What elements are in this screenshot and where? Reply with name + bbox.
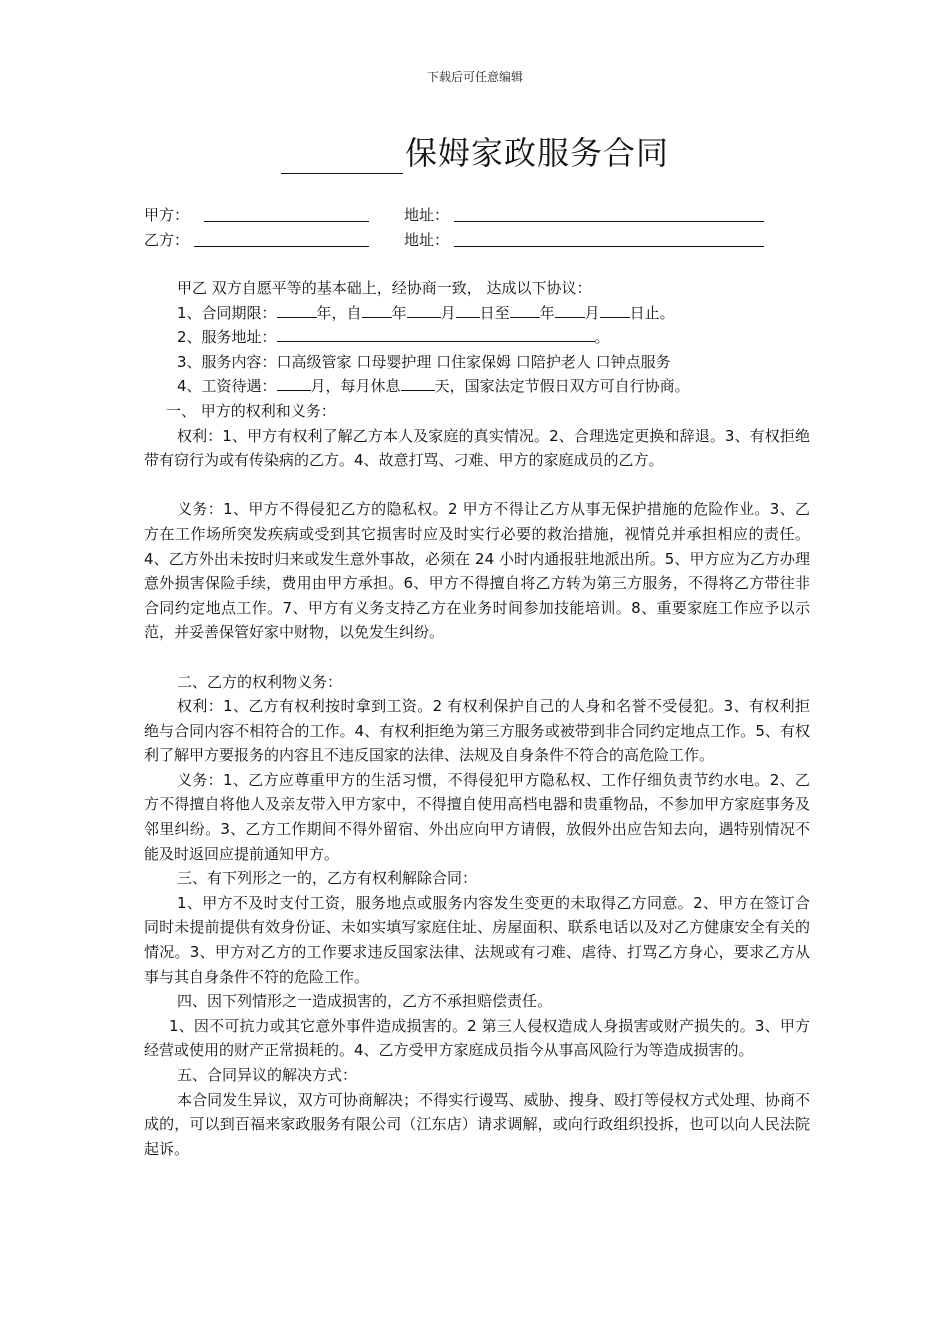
term-clause [144, 301, 810, 326]
wage-end: 天，国家法定节假日双方可自行协商。 [434, 377, 690, 396]
wage-clause [144, 374, 810, 399]
spacer [144, 473, 810, 498]
intro-paragraph: 甲乙 双方自愿平等的基本础上，经协商一致， 达成以下协议： [177, 279, 592, 297]
section-1-rights: 权利：1、甲方有权利了解乙方本人及家庭的真实情况。2、合理选定更换和辞退。3、有权拒绝带有窃行为或有传染病的乙方。4、故意打骂、刁难、甲方的家庭成员的乙方。 [144, 426, 810, 470]
term-month1: 月 [440, 303, 456, 322]
service-address-clause [144, 325, 810, 350]
section-2-rights: 权利：1、乙方有权利按时拿到工资。2 有权利保护自己的人身和名誉不受侵犯。3、有权利拒绝与合同内容不相符合的工作。4、有权利拒绝为第三方服务或被带到非合同约定地点工作。5、有权利了解甲方要报务的内容且不违反国家的法律、法规及自身条件不符合的高危险工作。 [144, 697, 810, 765]
section-3-title: 三、有下列形之一的，乙方有权利解除合同： [177, 869, 478, 888]
term-blank-end-month [555, 301, 585, 318]
party-a-row [144, 204, 784, 226]
party-b-address-line [454, 246, 764, 247]
title-text: 保姆家政服务合同 [404, 134, 669, 172]
term-blank-start-year [362, 301, 392, 318]
wage-blank-amount [277, 374, 311, 391]
term-year1: 年，自 [316, 303, 362, 322]
section-1-duties: 义务：1、甲方不得侵犯乙方的隐私权。2 甲方不得让乙方从事无保护措施的危险作业。3、乙方在工作场所突发疾病或受到其它损害时应及时实行必要的救治措施，视情兑并承担相应的责任。4、乙方外出未按时归来或发生意外事故，必须在 24 小时内通报驻地派出所。5、甲方应为乙方办理意外损害保险手续，费用由甲方承担。6、甲方不得擅自将乙方转为第三方服务，不得将乙方带往非合同约定地点工作。7、甲方有义务支持乙方在业务时间参加技能培训。8、重要家庭工作应予以示范，并妥善保管好家中财物，以免发生纠纷。 [144, 500, 810, 642]
header-note: 下载后可任意编辑 [426, 70, 523, 84]
section-2-duties: 义务：1、乙方应尊重甲方的生活习惯，不得侵犯甲方隐私权、工作仔细负责节约水电。2、乙方不得擅自将他人及亲友带入甲方家中，不得擅自使用高档电器和贵重物品，不参加甲方家庭事务及邻里纠纷。3、乙方工作期间不得外留宿、外出应向甲方请假，放假外出应告知去向，遇特别情况不能及时返回应提前通知甲方。 [144, 770, 810, 863]
wage-mid: 月，每月休息 [310, 377, 401, 396]
section-5-title: 五、合同异议的解决方式： [177, 1066, 358, 1084]
contract-title [0, 128, 950, 174]
section-1-title: 一、 甲方的权利和义务： [166, 401, 336, 420]
title-blank-line [281, 143, 403, 174]
section-3-body: 1、甲方不及时支付工资，服务地点或服务内容发生变更的未取得乙方同意。2、甲方在签订合同时未提前提供有效身份证、未如实填写家庭住址、房屋面积、联系电话以及对乙方健康安全有关的情况。3、甲方对乙方的工作要求违反国家法律、法规或有刁难、虐待、打骂乙方身心，要求乙方从事与其自身条件不符的危险工作。 [144, 893, 810, 986]
section-2-title: 二、乙方的权利物义务： [177, 672, 343, 691]
service-address-end: 。 [594, 328, 610, 347]
party-a-name-line [204, 221, 369, 222]
term-prefix: 1、合同期限： [177, 303, 277, 322]
term-blank-years [277, 301, 317, 318]
party-b-name-line [194, 246, 369, 247]
term-year2: 年 [391, 303, 407, 322]
party-a-label: 甲方： [144, 206, 190, 224]
term-end: 日止。 [629, 303, 675, 322]
service-address-blank [277, 325, 595, 342]
section-5-body: 本合同发生异议，双方可协商解决；不得实行谩骂、威胁、搜身、殴打等侵权方式处理、协商不成的，可以到百福来家政服务有限公司（江东店）请求调解，或向行政组织投拆，也可以向人民法院起诉。 [144, 1090, 810, 1158]
wage-prefix: 4、工资待遇： [177, 377, 277, 396]
party-b-address-label: 地址： [404, 231, 450, 249]
term-blank-end-day [600, 301, 630, 318]
party-b-row [144, 229, 784, 251]
spacer [144, 645, 810, 670]
term-blank-start-day [456, 301, 480, 318]
party-a-address-label: 地址： [404, 206, 450, 224]
section-4-title: 四、因下列情形之一造成损害的，乙方不承担赔偿责任。 [177, 992, 553, 1011]
term-month2: 月 [584, 303, 600, 322]
section-4-body: 1、因不可抗力或其它意外事件造成损害的。2 第三人侵权造成人身损害或财产损失的。3、甲方经营或使用的财产正常损耗的。4、乙方受甲方家庭成员指今从事高风险行为等造成损害的。 [144, 1016, 810, 1060]
term-day-to: 日至 [479, 303, 510, 322]
contract-body [144, 276, 810, 1161]
party-a-address-line [454, 221, 764, 222]
service-content-clause: 3、服务内容：口高级管家 口母婴护理 口住家保姆 口陪护老人 口钟点服务 [177, 352, 671, 371]
term-year3: 年 [539, 303, 555, 322]
term-blank-end-year [510, 301, 540, 318]
wage-blank-rest-days [401, 374, 435, 391]
service-address-prefix: 2、服务地址： [177, 328, 277, 347]
term-blank-start-month [407, 301, 441, 318]
party-b-label: 乙方： [144, 231, 190, 249]
